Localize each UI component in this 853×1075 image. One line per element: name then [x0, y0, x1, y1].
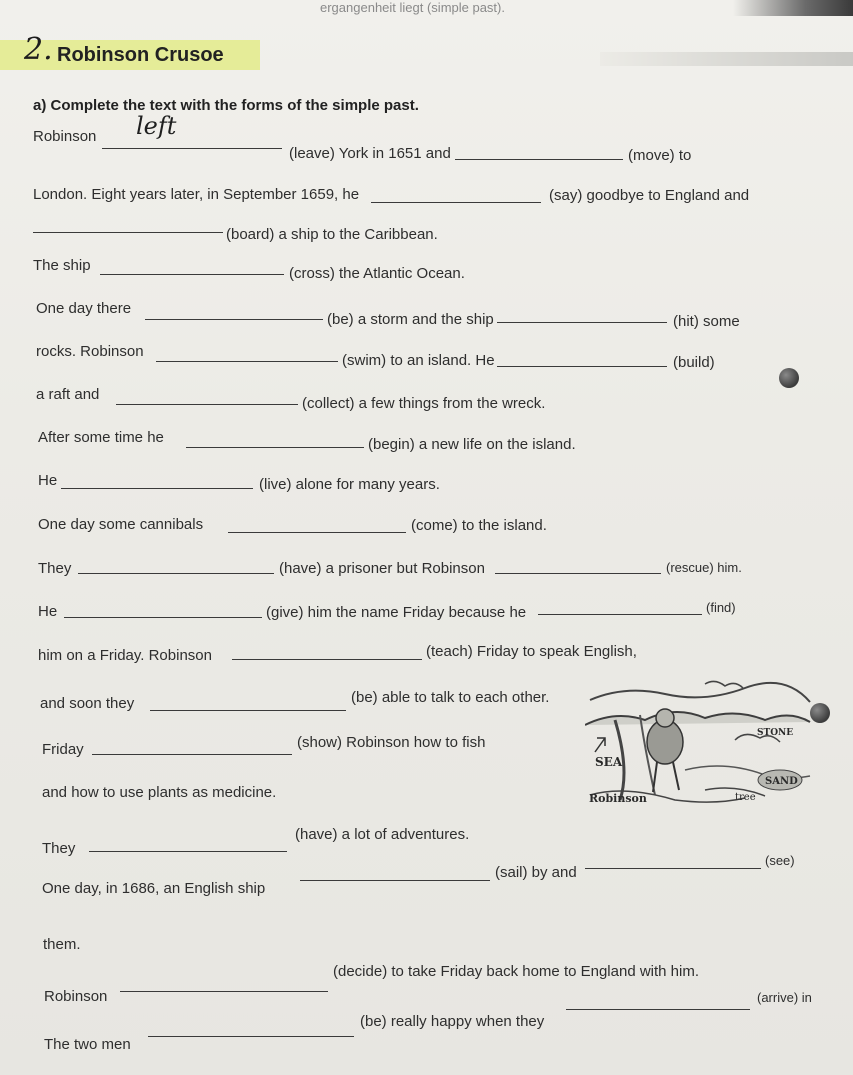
text-segment: (be) a storm and the ship: [327, 311, 494, 328]
text-segment: (have) a prisoner but Robinson: [279, 560, 485, 577]
label-stone: STONE: [757, 728, 794, 738]
text-segment: (be) really happy when they: [360, 1013, 545, 1030]
blank-line[interactable]: [455, 159, 623, 160]
title-rule: [600, 52, 853, 66]
blank-line[interactable]: [497, 322, 667, 323]
text-segment: (build): [673, 354, 715, 371]
blank-line[interactable]: [497, 366, 667, 367]
blank-line[interactable]: [186, 447, 364, 448]
label-sand: SAND: [765, 776, 798, 787]
blank-line[interactable]: [156, 361, 338, 362]
label-robinson: Robinson: [589, 792, 647, 805]
text-segment: One day, in 1686, an English ship: [42, 880, 266, 897]
island-illustration: [585, 680, 815, 810]
text-segment: (show) Robinson how to fish: [297, 734, 486, 751]
text-segment: (see): [765, 853, 795, 868]
label-sea: SEA: [595, 755, 623, 769]
text-segment: rocks. Robinson: [36, 343, 144, 360]
text-segment: He: [38, 472, 58, 489]
blank-line[interactable]: [371, 202, 541, 203]
blank-line[interactable]: [89, 851, 287, 852]
text-segment: (come) to the island.: [411, 517, 547, 534]
instruction: a) Complete the text with the forms of the simple past.: [33, 97, 419, 114]
text-segment: The two men: [44, 1036, 131, 1053]
text-segment: (give) him the name Friday because he: [266, 604, 527, 621]
text-segment: (hit) some: [673, 313, 740, 330]
text-segment: They: [38, 560, 72, 577]
text-segment: (sail) by and: [495, 864, 577, 881]
handwritten-answer: left: [136, 112, 177, 140]
text-segment: (be) able to talk to each other.: [351, 689, 550, 706]
text-segment: (teach) Friday to speak English,: [426, 643, 637, 660]
text-segment: them.: [43, 936, 81, 953]
exercise-number: 2.: [24, 32, 53, 67]
blank-line[interactable]: [33, 232, 223, 233]
text-segment: (decide) to take Friday back home to England with him.: [333, 963, 700, 980]
page-corner-shadow: [733, 0, 853, 16]
blank-line[interactable]: [102, 148, 282, 149]
text-segment: (swim) to an island. He: [342, 352, 495, 369]
text-segment: He: [38, 603, 58, 620]
header-top-text: ergangenheit liegt (simple past).: [320, 0, 505, 15]
blank-line[interactable]: [145, 319, 323, 320]
label-tree: tree: [735, 792, 756, 803]
text-segment: One day some cannibals: [38, 516, 204, 533]
text-segment: (leave) York in 1651 and: [289, 145, 451, 162]
text-segment: (move) to: [628, 147, 692, 164]
island-drawing: [585, 680, 815, 810]
blank-line[interactable]: [148, 1036, 354, 1037]
blank-line[interactable]: [300, 880, 490, 881]
text-segment: a raft and: [36, 386, 100, 403]
text-segment: Friday: [42, 741, 84, 758]
blank-line[interactable]: [100, 274, 284, 275]
page-title: Robinson Crusoe: [57, 44, 224, 66]
text-segment: (live) alone for many years.: [259, 476, 440, 493]
text-segment: (cross) the Atlantic Ocean.: [289, 265, 465, 282]
text-segment: (have) a lot of adventures.: [295, 826, 470, 843]
text-segment: and soon they: [40, 695, 135, 712]
text-segment: (begin) a new life on the island.: [368, 436, 576, 453]
blank-line[interactable]: [495, 573, 661, 574]
blank-line[interactable]: [585, 868, 761, 869]
blank-line[interactable]: [538, 614, 702, 615]
text-segment: (find): [706, 600, 736, 615]
text-segment: London. Eight years later, in September 1659, he: [33, 186, 360, 203]
blank-line[interactable]: [78, 573, 274, 574]
text-segment: (say) goodbye to England and: [549, 187, 750, 204]
blank-line[interactable]: [92, 754, 292, 755]
blank-line[interactable]: [116, 404, 298, 405]
blank-line[interactable]: [228, 532, 406, 533]
blank-line[interactable]: [232, 659, 422, 660]
text-segment: Robinson: [33, 128, 97, 145]
text-segment: (collect) a few things from the wreck.: [302, 395, 546, 412]
text-segment: (board) a ship to the Caribbean.: [226, 226, 438, 243]
text-segment: They: [42, 840, 76, 857]
text-segment: (arrive) in: [757, 990, 812, 1005]
blank-line[interactable]: [120, 991, 328, 992]
text-segment: After some time he: [38, 429, 164, 446]
text-segment: The ship: [33, 257, 91, 274]
text-segment: him on a Friday. Robinson: [38, 647, 212, 664]
punch-hole: [779, 368, 799, 388]
text-segment: (rescue) him.: [666, 560, 742, 575]
blank-line[interactable]: [566, 1009, 750, 1010]
text-segment: One day there: [36, 300, 132, 317]
blank-line[interactable]: [150, 710, 346, 711]
blank-line[interactable]: [64, 617, 262, 618]
blank-line[interactable]: [61, 488, 253, 489]
text-segment: Robinson: [44, 988, 108, 1005]
text-segment: and how to use plants as medicine.: [42, 784, 277, 801]
